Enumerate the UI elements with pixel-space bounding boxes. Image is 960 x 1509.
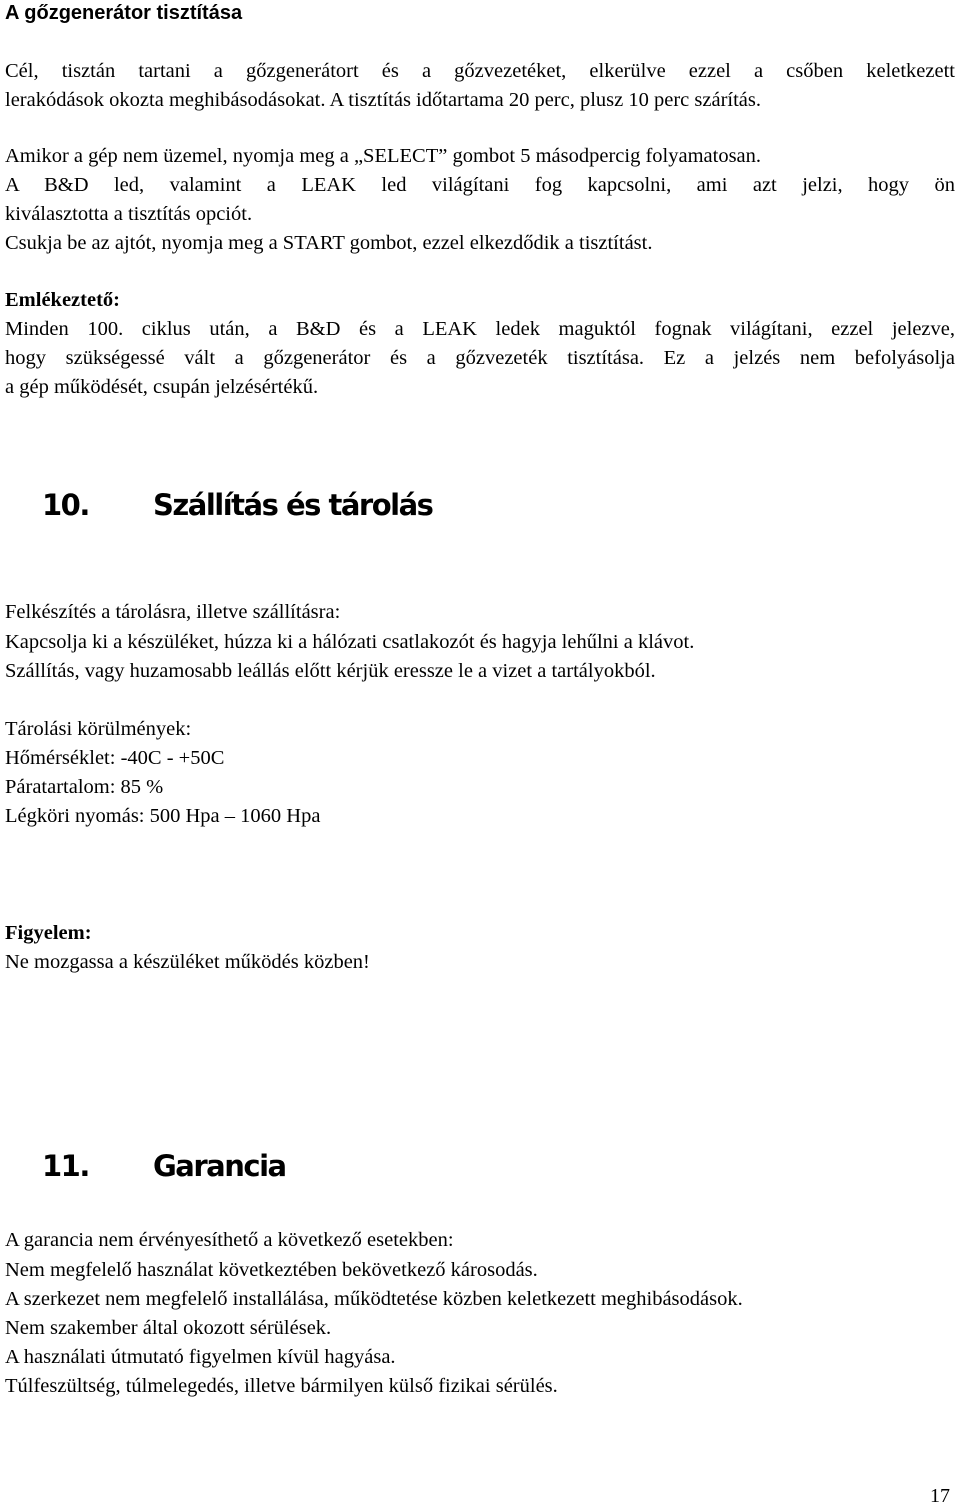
warranty-item: A használati útmutató figyelmen kívül hagyása. <box>5 1346 396 1368</box>
storage-temperature: Hőmérséklet: -40C - +50C <box>5 747 225 769</box>
warranty-item: Nem szakember által okozott sérülések. <box>5 1317 332 1339</box>
section-title-transport-storage: Szállítás és tárolás <box>153 488 433 522</box>
cleaning-instruction-line-2: A B&D led, valamint a LEAK led világítani fog kapcsolni, ami azt jelzi, hogy ön <box>5 174 955 196</box>
warranty-item: Túlfeszültség, túlmelegedés, illetve bármilyen külső fizikai sérülés. <box>5 1375 558 1397</box>
warning-label: Figyelem: <box>5 922 92 944</box>
cleaning-instruction-line-1: Amikor a gép nem üzemel, nyomja meg a „SELECT” gombot 5 másodpercig folyamatosan. <box>5 145 762 167</box>
cleaning-instruction-line-3: kiválasztotta a tisztítás opciót. <box>5 203 253 225</box>
cleaning-intro-line-2: lerakódások okozta meghibásodásokat. A tisztítás időtartama 20 perc, plusz 10 perc szárítás. <box>5 89 761 111</box>
prep-line-1: Kapcsolja ki a készüléket, húzza ki a hálózati csatlakozót és hagyja lehűlni a klávot. <box>5 631 695 653</box>
section-number-11: 11. <box>42 1149 89 1183</box>
warning-text: Ne mozgassa a készüléket működés közben! <box>5 951 370 973</box>
warranty-item: A szerkezet nem megfelelő installálása, működtetése közben keletkezett meghibásodások. <box>5 1288 743 1310</box>
reminder-line-2: hogy szükségessé vált a gőzgenerátor és a gőzvezeték tisztítása. Ez a jelzés nem befolyásolja <box>5 347 955 369</box>
reminder-line-3: a gép működését, csupán jelzésértékű. <box>5 376 319 398</box>
cleaning-intro-line-1: Cél, tisztán tartani a gőzgenerátort és a gőzvezetéket, elkerülve ezzel a csőben keletkezett <box>5 60 955 82</box>
warranty-item: Nem megfelelő használat következtében bekövetkező károsodás. <box>5 1259 538 1281</box>
reminder-line-1: Minden 100. ciklus után, a B&D és a LEAK ledek maguktól fognak világítani, ezzel jelezve, <box>5 318 955 340</box>
prep-label: Felkészítés a tárolásra, illetve szállításra: <box>5 601 341 623</box>
warranty-intro: A garancia nem érvényesíthető a következő esetekben: <box>5 1229 454 1251</box>
section-title-warranty: Garancia <box>153 1149 286 1183</box>
cleaning-instruction-line-4: Csukja be az ajtót, nyomja meg a START gombot, ezzel elkezdődik a tisztítást. <box>5 232 653 254</box>
section-number-10: 10. <box>42 488 89 522</box>
storage-humidity: Páratartalom: 85 % <box>5 776 164 798</box>
page-number: 17 <box>930 1485 950 1507</box>
storage-conditions-label: Tárolási körülmények: <box>5 718 192 740</box>
reminder-label: Emlékeztető: <box>5 289 120 311</box>
prep-line-2: Szállítás, vagy huzamosabb leállás előtt kérjük eressze le a vizet a tartályokból. <box>5 660 656 682</box>
storage-pressure: Légköri nyomás: 500 Hpa – 1060 Hpa <box>5 805 321 827</box>
section-heading-cleaning: A gőzgenerátor tisztítása <box>5 2 243 24</box>
